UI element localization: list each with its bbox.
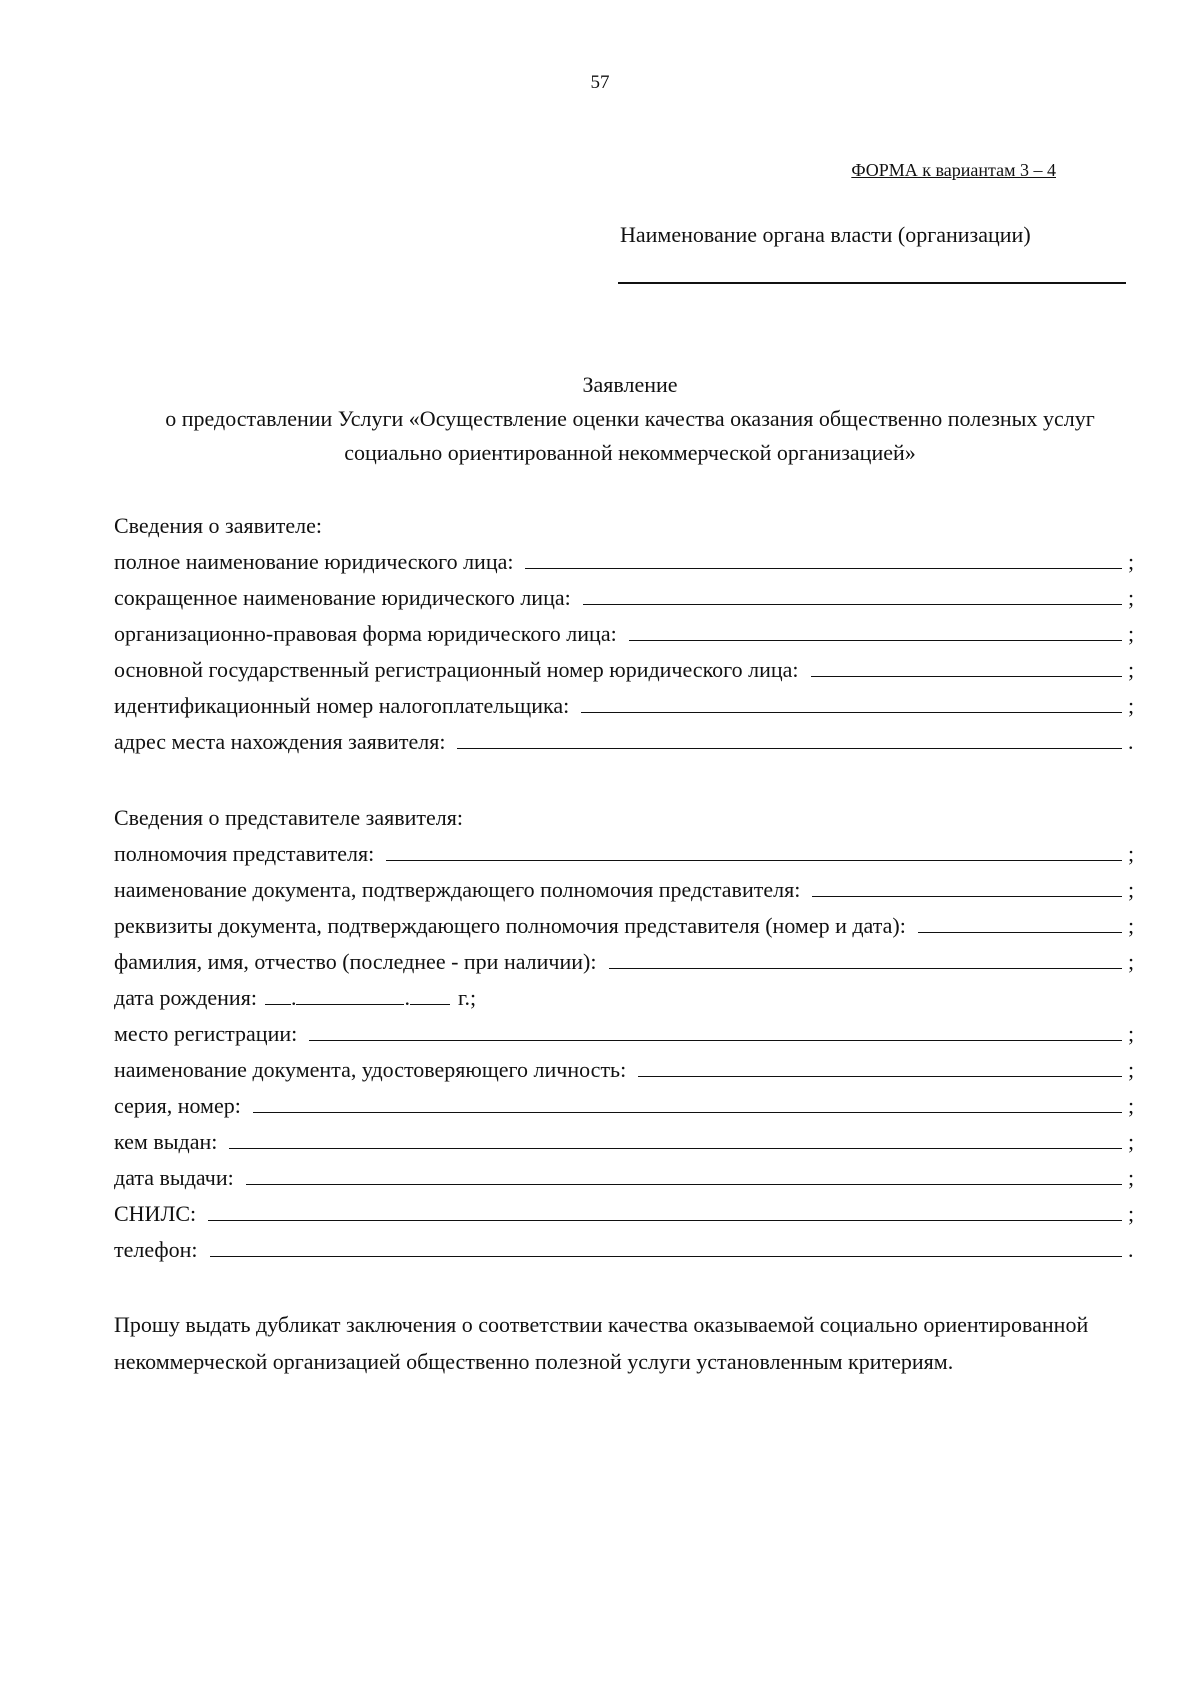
field-terminator: ;	[1128, 1129, 1135, 1154]
field-terminator: ;	[1128, 1057, 1135, 1082]
title-line-1: Заявление	[582, 372, 678, 397]
document-title	[100, 368, 1160, 470]
birth-date-separator: .	[404, 985, 410, 1010]
birth-date-separator: .	[290, 985, 297, 1010]
form-field-row	[114, 1160, 1138, 1196]
field-terminator: ;	[1128, 657, 1135, 682]
field-input-line[interactable]	[229, 1126, 1122, 1149]
field-terminator: ;	[1128, 841, 1135, 866]
form-field-row	[114, 580, 1138, 616]
field-input-line[interactable]	[583, 582, 1122, 605]
field-terminator: ;	[1128, 1165, 1135, 1190]
authority-field[interactable]	[618, 282, 1126, 284]
field-input-line[interactable]	[812, 874, 1122, 897]
field-label: фамилия, имя, отчество (последнее - при наличии):	[114, 949, 597, 974]
form-field-row	[114, 688, 1138, 724]
field-label: серия, номер:	[114, 1093, 241, 1118]
field-input-line[interactable]	[246, 1162, 1122, 1185]
form-field-row	[114, 908, 1138, 944]
form-field-row	[114, 872, 1138, 908]
representative-section	[114, 800, 1138, 1268]
field-label: полномочия представителя:	[114, 841, 375, 866]
field-label: кем выдан:	[114, 1129, 218, 1154]
form-field-row	[114, 616, 1138, 652]
field-label: адрес места нахождения заявителя:	[114, 729, 446, 754]
birth-date-label: дата рождения:	[114, 985, 257, 1010]
field-label: сокращенное наименование юридического лица:	[114, 585, 571, 610]
field-label: реквизиты документа, подтверждающего полномочия представителя (номер и дата):	[114, 913, 906, 938]
form-field-row	[114, 652, 1138, 688]
birth-day-field[interactable]	[265, 984, 291, 1005]
page-number: 57	[590, 72, 610, 93]
representative-heading: Сведения о представителе заявителя:	[114, 805, 463, 830]
field-label: наименование документа, удостоверяющего личность:	[114, 1057, 627, 1082]
field-input-line[interactable]	[918, 910, 1122, 933]
birth-year-field[interactable]	[410, 984, 450, 1005]
field-label: место регистрации:	[114, 1021, 298, 1046]
form-field-row	[114, 944, 1138, 980]
field-input-line[interactable]	[386, 838, 1122, 861]
field-input-line[interactable]	[457, 726, 1122, 749]
field-terminator: ;	[1128, 621, 1135, 646]
field-terminator: ;	[1128, 693, 1135, 718]
applicant-section	[114, 508, 1138, 760]
title-line-2: о предоставлении Услуги «Осуществление оценки качества оказания общественно полезных услуг	[165, 406, 1095, 431]
field-terminator: .	[1128, 1237, 1134, 1262]
field-terminator: .	[1128, 729, 1134, 754]
form-field-row	[114, 836, 1138, 872]
field-label: основной государственный регистрационный номер юридического лица:	[114, 657, 799, 682]
field-label: организационно-правовая форма юридического лица:	[114, 621, 617, 646]
field-terminator: ;	[1128, 877, 1135, 902]
form-field-row	[114, 1124, 1138, 1160]
field-terminator: ;	[1128, 585, 1135, 610]
field-terminator: ;	[1128, 1021, 1135, 1046]
request-text: Прошу выдать дубликат заключения о соответствии качества оказываемой социально ориентированной некоммерческой организацией общественно полезной услуги установленным критериям.	[114, 1312, 1089, 1374]
form-field-row	[114, 1232, 1138, 1268]
title-line-3: социально ориентированной некоммерческой организацией»	[344, 440, 916, 465]
field-input-line[interactable]	[581, 690, 1122, 713]
birth-month-field[interactable]	[296, 984, 404, 1005]
birth-date-suffix: г.;	[457, 985, 477, 1010]
field-input-line[interactable]	[629, 618, 1122, 641]
form-field-row	[114, 1052, 1138, 1088]
field-terminator: ;	[1128, 913, 1135, 938]
field-label: телефон:	[114, 1237, 198, 1262]
field-input-line[interactable]	[210, 1234, 1122, 1257]
field-input-line[interactable]	[208, 1198, 1122, 1221]
field-label: дата выдачи:	[114, 1165, 234, 1190]
field-label: наименование документа, подтверждающего полномочия представителя:	[114, 877, 801, 902]
birth-date-row	[114, 980, 1138, 1016]
field-input-line[interactable]	[525, 546, 1122, 569]
field-terminator: ;	[1128, 949, 1135, 974]
form-note: ФОРМА к вариантам 3 – 4	[851, 160, 1056, 180]
field-terminator: ;	[1128, 1093, 1135, 1118]
field-input-line[interactable]	[638, 1054, 1122, 1077]
form-field-row	[114, 1016, 1138, 1052]
field-input-line[interactable]	[253, 1090, 1122, 1113]
field-input-line[interactable]	[811, 654, 1122, 677]
field-label: идентификационный номер налогоплательщика:	[114, 693, 570, 718]
field-terminator: ;	[1128, 549, 1135, 574]
form-field-row	[114, 1196, 1138, 1232]
field-terminator: ;	[1128, 1201, 1135, 1226]
form-field-row	[114, 724, 1138, 760]
form-field-row	[114, 1088, 1138, 1124]
field-label: СНИЛС:	[114, 1201, 197, 1226]
form-field-row	[114, 544, 1138, 580]
field-input-line[interactable]	[609, 946, 1123, 969]
authority-label: Наименование органа власти (организации)	[620, 222, 1031, 247]
field-input-line[interactable]	[309, 1018, 1122, 1041]
applicant-heading: Сведения о заявителе:	[114, 513, 323, 538]
field-label: полное наименование юридического лица:	[114, 549, 514, 574]
